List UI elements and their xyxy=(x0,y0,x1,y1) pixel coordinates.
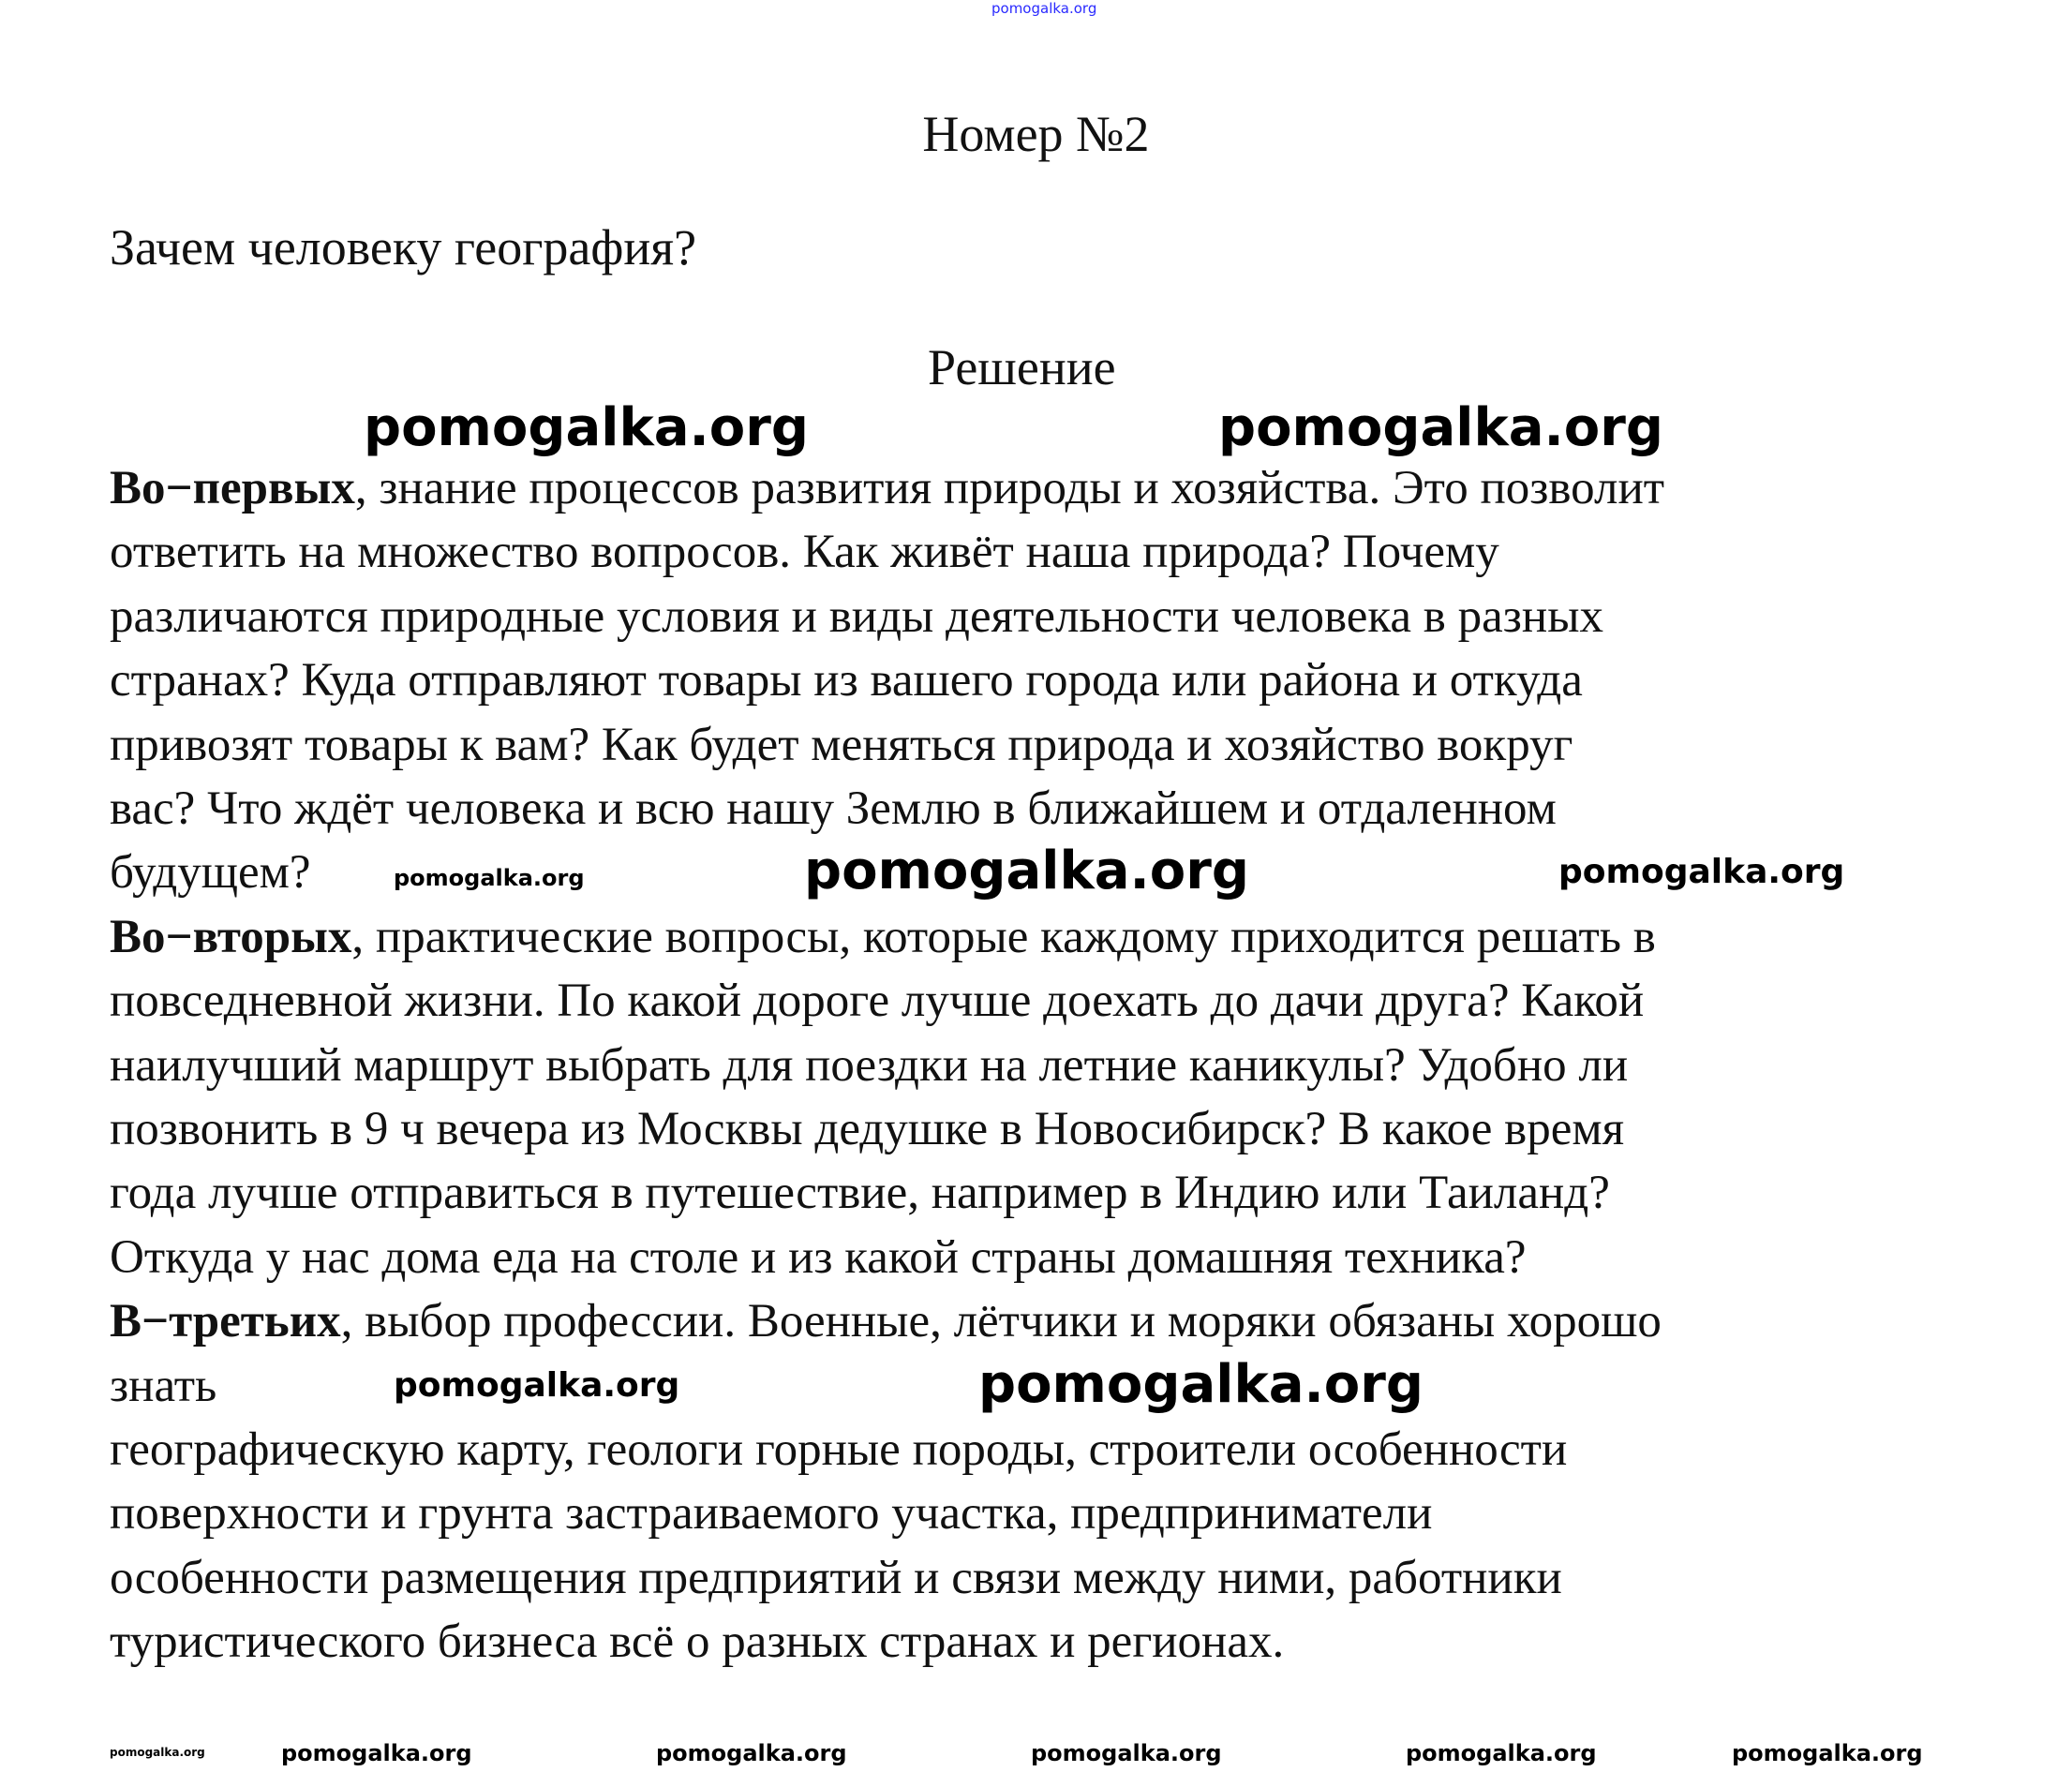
text-line xyxy=(110,648,1583,712)
line-text: повседневной жизни. По какой дороге лучше доехать до дачи друга? Какой xyxy=(110,975,1645,1028)
watermark: pomogalka.org xyxy=(394,1366,680,1405)
solution-heading: Решение xyxy=(928,339,1116,395)
line-text: будущем? xyxy=(110,846,311,900)
text-line xyxy=(110,1610,1284,1674)
text-line xyxy=(110,1034,1628,1097)
line-text: странах? Куда отправляют товары из вашего города или района и откуда xyxy=(110,654,1583,707)
text-line xyxy=(110,1289,1662,1353)
watermark: pomogalka.org xyxy=(1406,1740,1597,1766)
text-line xyxy=(110,456,1664,520)
text-line xyxy=(110,1418,1567,1482)
watermark: pomogalka.org xyxy=(1558,853,1845,891)
text-line xyxy=(110,713,1573,777)
watermark: pomogalka.org xyxy=(110,1746,205,1759)
paragraph-lead: В−третьих xyxy=(110,1295,341,1348)
line-text: , практические вопросы, которые каждому приходится решать в xyxy=(351,910,1656,963)
line-text: поверхности и грунта застраиваемого участка, предприниматели xyxy=(110,1487,1433,1541)
text-line xyxy=(110,1097,1624,1161)
text-line xyxy=(110,1354,216,1418)
text-line xyxy=(110,777,1557,841)
text-line xyxy=(110,1161,1610,1225)
line-text: особенности размещения предприятий и связи между ними, работники xyxy=(110,1551,1562,1604)
line-text: , знание процессов развития природы и хозяйства. Это позволит xyxy=(354,462,1665,514)
line-text: туристического бизнеса всё о разных странах и регионах. xyxy=(110,1616,1285,1669)
watermark: pomogalka.org xyxy=(1218,397,1663,458)
page-title: Номер №2 xyxy=(922,106,1150,162)
paragraph-lead: Во−вторых xyxy=(110,910,352,963)
line-text: , выбор профессии. Военные, лётчики и моряки обязаны хорошо xyxy=(340,1295,1662,1348)
line-text: года лучше отправиться в путешествие, например в Индию или Таиланд? xyxy=(110,1167,1610,1220)
watermark: pomogalka.org xyxy=(656,1740,847,1766)
text-line xyxy=(110,585,1603,648)
text-line xyxy=(110,841,311,904)
line-text: географическую карту, геологи горные породы, строители особенности xyxy=(110,1423,1568,1476)
header-watermark[interactable]: pomogalka.org xyxy=(991,0,1097,17)
text-line xyxy=(110,1482,1432,1545)
line-text: вас? Что ждёт человека и всю нашу Землю в ближайшем и отдаленном xyxy=(110,782,1557,835)
line-text: Откуда у нас дома еда на столе и из какой страны домашняя техника? xyxy=(110,1230,1527,1284)
watermark: pomogalka.org xyxy=(1732,1740,1923,1766)
line-text: позвонить в 9 ч вечера из Москвы дедушке в Новосибирск? В какое время xyxy=(110,1103,1625,1155)
text-line xyxy=(110,969,1644,1033)
text-line xyxy=(110,1546,1562,1610)
watermark: pomogalka.org xyxy=(804,841,1249,901)
watermark: pomogalka.org xyxy=(394,865,585,891)
question: Зачем человеку география? xyxy=(110,219,697,275)
paragraph-lead: Во−первых xyxy=(110,462,355,514)
line-text: ответить на множество вопросов. Как живёт наша природа? Почему xyxy=(110,526,1499,579)
watermark: pomogalka.org xyxy=(978,1354,1424,1415)
line-text: привозят товары к вам? Как будет меняться природа и хозяйство вокруг xyxy=(110,718,1573,771)
line-text: различаются природные условия и виды деятельности человека в разных xyxy=(110,589,1603,643)
line-text: знать xyxy=(110,1359,217,1412)
text-line xyxy=(110,1226,1527,1289)
text-line xyxy=(110,520,1499,584)
line-text: наилучший маршрут выбрать для поездки на летние каникулы? Удобно ли xyxy=(110,1038,1629,1092)
watermark: pomogalka.org xyxy=(1031,1740,1222,1766)
watermark: pomogalka.org xyxy=(364,397,809,458)
text-line xyxy=(110,905,1656,969)
watermark: pomogalka.org xyxy=(281,1740,472,1766)
